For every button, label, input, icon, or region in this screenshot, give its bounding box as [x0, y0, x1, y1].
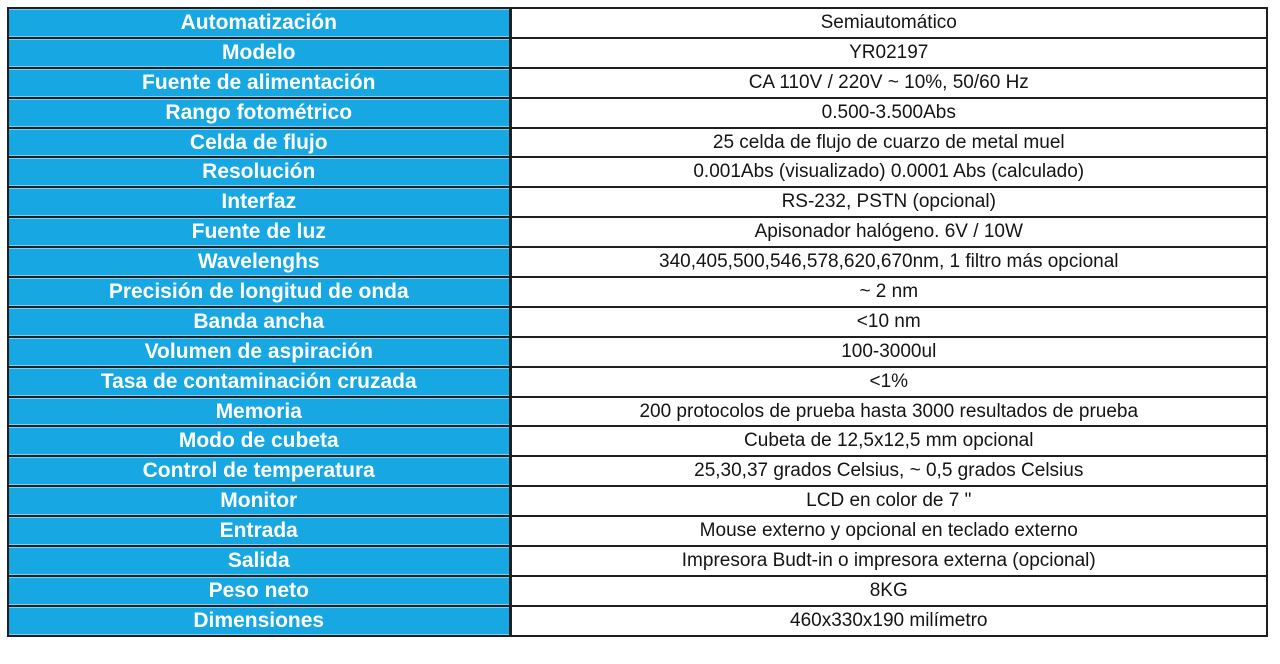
- table-row: [8, 157, 1267, 187]
- spec-value-cell: Impresora Budt-in o impresora externa (opcional): [510, 546, 1267, 576]
- spec-table: [7, 7, 1268, 637]
- table-row: [8, 98, 1267, 128]
- spec-label-cell: Automatización: [8, 8, 510, 38]
- spec-value-cell: 25 celda de flujo de cuarzo de metal muel: [510, 128, 1267, 158]
- table-row: [8, 337, 1267, 367]
- spec-label-cell: Dimensiones: [8, 606, 510, 636]
- table-row: [8, 546, 1267, 576]
- spec-label-cell: Rango fotométrico: [8, 98, 510, 128]
- spec-value-cell: 460x330x190 milímetro: [510, 606, 1267, 636]
- spec-label-cell: Volumen de aspiración: [8, 337, 510, 367]
- spec-value-cell: CA 110V / 220V ~ 10%, 50/60 Hz: [510, 68, 1267, 98]
- spec-value-cell: <1%: [510, 367, 1267, 397]
- spec-label-cell: Monitor: [8, 486, 510, 516]
- spec-value-cell: 0.500-3.500Abs: [510, 98, 1267, 128]
- table-row: [8, 247, 1267, 277]
- table-row: [8, 486, 1267, 516]
- table-row: [8, 38, 1267, 68]
- table-row: [8, 187, 1267, 217]
- table-row: [8, 426, 1267, 456]
- spec-label-cell: Memoria: [8, 397, 510, 427]
- spec-label-cell: Peso neto: [8, 576, 510, 606]
- spec-label-cell: Celda de flujo: [8, 128, 510, 158]
- table-row: [8, 516, 1267, 546]
- spec-value-cell: Apisonador halógeno. 6V / 10W: [510, 217, 1267, 247]
- spec-table-body: [8, 8, 1267, 636]
- spec-label-cell: Modo de cubeta: [8, 426, 510, 456]
- spec-label-cell: Wavelenghs: [8, 247, 510, 277]
- spec-label-cell: Fuente de luz: [8, 217, 510, 247]
- spec-label-cell: Salida: [8, 546, 510, 576]
- spec-value-cell: Cubeta de 12,5x12,5 mm opcional: [510, 426, 1267, 456]
- spec-value-cell: 8KG: [510, 576, 1267, 606]
- table-row: [8, 277, 1267, 307]
- spec-value-cell: RS-232, PSTN (opcional): [510, 187, 1267, 217]
- spec-label-cell: Resolución: [8, 157, 510, 187]
- spec-label-cell: Fuente de alimentación: [8, 68, 510, 98]
- spec-value-cell: 200 protocolos de prueba hasta 3000 resultados de prueba: [510, 397, 1267, 427]
- table-row: [8, 217, 1267, 247]
- spec-label-cell: Control de temperatura: [8, 456, 510, 486]
- table-row: [8, 128, 1267, 158]
- spec-label-cell: Precisión de longitud de onda: [8, 277, 510, 307]
- spec-label-cell: Entrada: [8, 516, 510, 546]
- spec-value-cell: ~ 2 nm: [510, 277, 1267, 307]
- table-row: [8, 606, 1267, 636]
- spec-label-cell: Interfaz: [8, 187, 510, 217]
- spec-table-container: [7, 7, 1268, 636]
- spec-label-cell: Tasa de contaminación cruzada: [8, 367, 510, 397]
- table-row: [8, 68, 1267, 98]
- spec-value-cell: Mouse externo y opcional en teclado externo: [510, 516, 1267, 546]
- spec-value-cell: 100-3000ul: [510, 337, 1267, 367]
- table-row: [8, 307, 1267, 337]
- spec-label-cell: Modelo: [8, 38, 510, 68]
- spec-value-cell: Semiautomático: [510, 8, 1267, 38]
- spec-value-cell: 340,405,500,546,578,620,670nm, 1 filtro más opcional: [510, 247, 1267, 277]
- table-row: [8, 367, 1267, 397]
- spec-value-cell: 25,30,37 grados Celsius, ~ 0,5 grados Celsius: [510, 456, 1267, 486]
- table-row: [8, 8, 1267, 38]
- spec-value-cell: 0.001Abs (visualizado) 0.0001 Abs (calculado): [510, 157, 1267, 187]
- spec-value-cell: <10 nm: [510, 307, 1267, 337]
- spec-label-cell: Banda ancha: [8, 307, 510, 337]
- table-row: [8, 397, 1267, 427]
- spec-value-cell: LCD en color de 7 ": [510, 486, 1267, 516]
- table-row: [8, 576, 1267, 606]
- spec-value-cell: YR02197: [510, 38, 1267, 68]
- table-row: [8, 456, 1267, 486]
